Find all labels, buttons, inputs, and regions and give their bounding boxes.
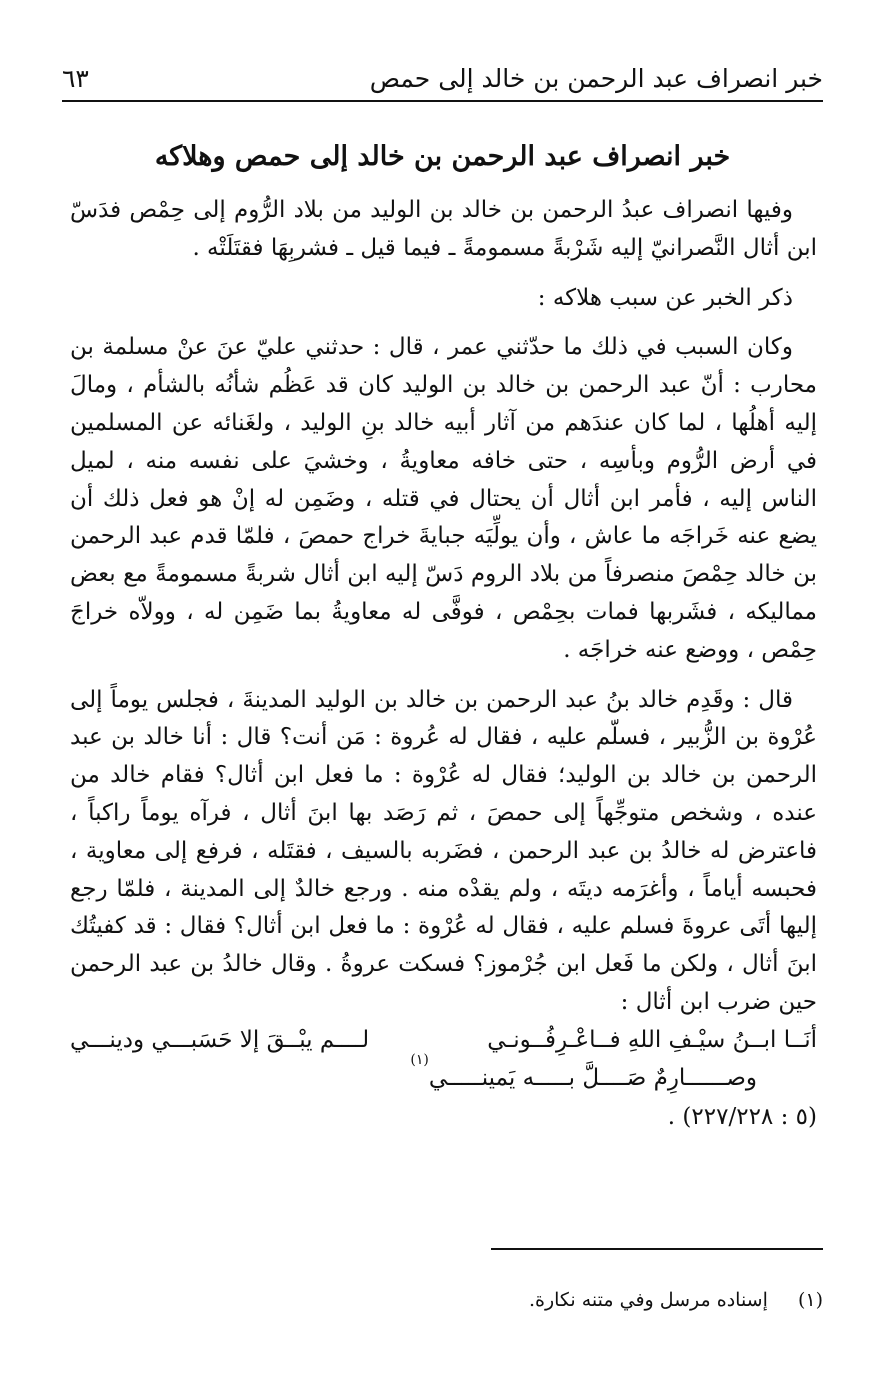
footnote-text: إسناده مرسل وفي متنه نكارة.	[528, 1289, 768, 1311]
footnote-divider	[491, 1248, 823, 1250]
poem	[70, 1022, 817, 1098]
footnote-marker: (١)	[410, 1051, 429, 1068]
footnote-number: (١)	[797, 1289, 823, 1311]
poem-line	[70, 1022, 817, 1060]
poem-hemistich: لــــم يبْــقَ إلا حَسَبـــي ودينـــي	[70, 1026, 370, 1053]
paragraph-intro: وفيها انصراف عبدُ الرحمن بن خالد بن الوليد من بلاد الرُّوم إلى حِمْص فدَسّ ابن أثال النَّصرانيّ إليه شَرْبةً مسمومةً ـ فيما قيل ـ فشربِهَا فقتَلَتْه .	[70, 197, 817, 261]
footnote	[62, 1286, 823, 1314]
chapter-title: خبر انصراف عبد الرحمن بن خالد إلى حمص وهلاكه	[154, 141, 731, 172]
paragraph-khalid: قال : وقَدِم خالد بنُ عبد الرحمن بن خالد بن الوليد المدينةَ ، فجلس يوماً إلى عُرْوة بن الزُّبير ، فسلّم عليه ، فقال له عُروة : مَن أنت؟ قال : أنا خالد بن عبد الرحمن بن خالد بن الوليد؛ فقال له عُرْوة : ما فعل ابن أثال؟ فقام خالد من عنده ، وشخص متوجِّهاً إلى حمصَ ، ثم رَصَد بها ابنَ أثال ، فرآه يوماً راكباً ، فاعترض له خالدُ بن عبد الرحمن ، فضَربه بالسيف ، فقتَله ، فرفع إلى معاوية ، فحبسه أياماً ، وأغرَمه ديتَه ، ولم يقدْه منه . ورجع خالدٌ إلى المدينة ، فلمّا رجع إليها أتَى عروةَ فسلم عليه ، فقال له عُرْوة : ما فعل ابن أثال؟ فقال : قد كفيتُك ابنَ أثال ، ولكن ما فَعل ابن جُرْموز؟ فسكت عروةُ . وقال خالدُ بن عبد الرحمن حين ضرب ابن أثال :	[70, 686, 817, 1015]
section-heading: ذكر الخبر عن سبب هلاكه :	[537, 284, 793, 311]
running-title: خبر انصراف عبد الرحمن بن خالد إلى حمص	[369, 64, 823, 93]
running-header	[62, 58, 823, 102]
poem-hemistich: وصــــــارِمٌ صَــــلَّ بـــــه يَمينـــــي	[428, 1064, 757, 1091]
paragraph-cause: وكان السبب في ذلك ما حدّثني عمر ، قال : حدثني عليّ عنَ عنْ مسلمة بن محارب : أنّ عبد الرحمن بن خالد بن الوليد كان قد عَظُم شأنُه بالشأم ، ومالَ إليه أهلُها ، لما كان عندَهم من آثار أبيه خالد بنِ الوليد ، ولغَنائه عن المسلمين في أرض الرُّوم وبأسِه ، حتى خافه معاويةُ ، وخشيَ على نفسه منه ، لميل الناس إليه ، فأمر ابن أثال أن يحتال في قتله ، وضَمِن له إنْ هو فعل ذلك أن يضع عنه خَراجَه ما عاش ، وأن يولِّيَه جبايةَ خراج حمصَ ، فلمّا قدم عبد الرحمن بن خالد حِمْصَ منصرفاً من بلاد الروم دَسّ إليه ابن أثال شربةً مسمومةً مع بعض مماليكه ، فشَربها فمات بحِمْص ، فوفَّى له معاويةُ بما ضَمِن له ، وولاّه خراجَ حِمْص ، ووضع عنه خراجَه .	[70, 334, 817, 663]
page-number: ٦٣	[62, 64, 89, 93]
main-text	[70, 192, 817, 1137]
citation: (٥ : ٢٢٧/٢٢٨) .	[667, 1104, 817, 1131]
poem-hemistich: أنَــا ابــنُ سيْـفِ اللهِ فــاعْـرِفُــونـي	[487, 1026, 817, 1053]
poem-line	[70, 1051, 817, 1098]
